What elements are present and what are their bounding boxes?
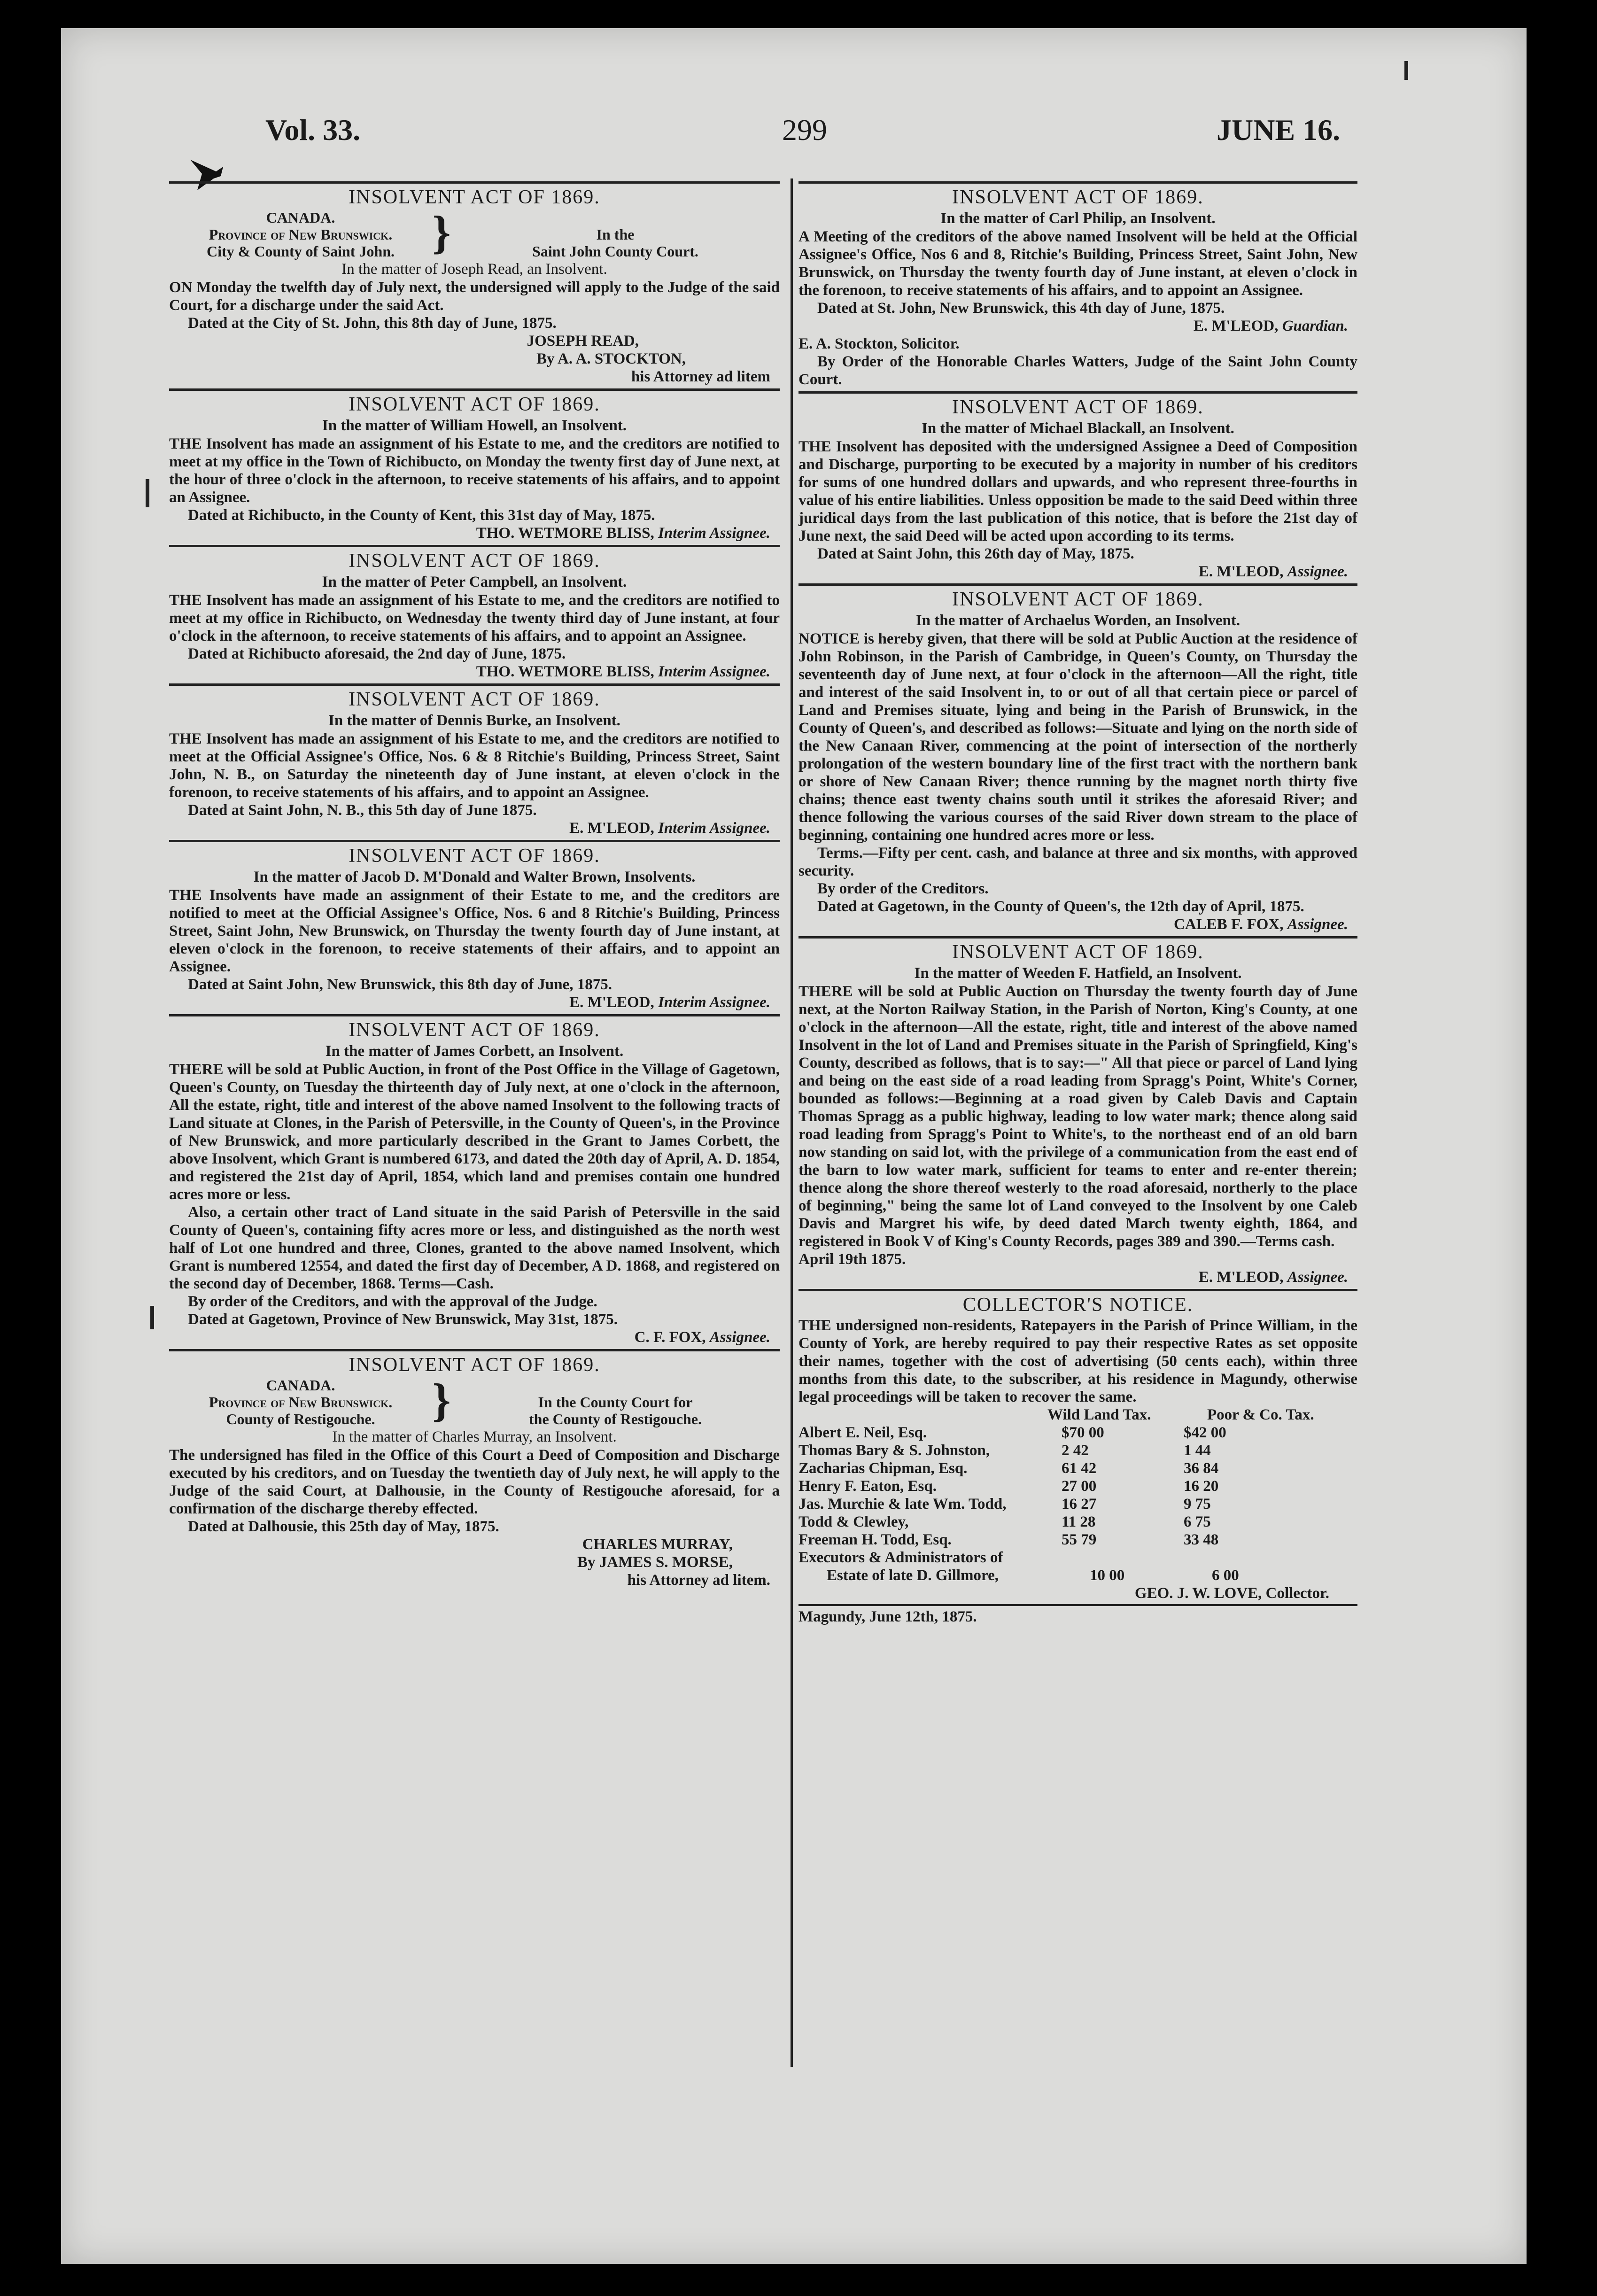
signature-name: THO. WETMORE BLISS, bbox=[476, 663, 654, 680]
brace-icon: } bbox=[432, 1374, 451, 1426]
wild-land-tax: $70 00 bbox=[1062, 1424, 1104, 1441]
signature-name: CALEB F. FOX, bbox=[1174, 916, 1284, 933]
table-row bbox=[798, 1442, 1357, 1459]
notice-dennis-burke bbox=[169, 688, 780, 837]
notice-body: THE Insolvent has made an assignment of his Estate to me, and the creditors are notified to meet at my office in Richibucto, on Wednesday the twenty third day of June instant, at four o'clock in the afternoon, to receive statements of his affairs, and to appoint an Assignee. bbox=[169, 592, 780, 644]
signature-name: E. M'LEOD, bbox=[1193, 318, 1279, 334]
tax-table bbox=[798, 1424, 1357, 1584]
notice-title: INSOLVENT ACT OF 1869. bbox=[952, 941, 1204, 963]
solicitor-line: E. A. Stockton, Solicitor. bbox=[798, 335, 960, 352]
poor-co-tax: 16 20 bbox=[1184, 1478, 1219, 1495]
ratepayer-name: Henry F. Eaton, Esq. bbox=[798, 1478, 937, 1495]
signature-name: E. M'LEOD, bbox=[1198, 563, 1284, 580]
table-row bbox=[798, 1424, 1357, 1442]
county-label: County of Restigouche. bbox=[226, 1411, 375, 1427]
notice-body: THERE will be sold at Public Auction on Thursday the twenty fourth day of June next, at the Norton Railway Station, in the Parish of Norton, King's County, at one o'clock in the afternoon—All the estate, right, title and interest of the above named Insolvent in the lot of Land and Premises situate in the Parish of Springfield, King's County, described as follows, that is to say:—" All that piece or parcel of Land lying and being on the east side of a road leading from Spragg's Point, White's Corner, bounded as follows:—Beginning at a road given by Caleb Davis and Captain Thomas Spragg as a public highway, leading to low water mark; thence along said road leading from Spragg's Point to White's, to the northeast end of an old barn now standing on said lot, with the privilege of a communication from the east end of the barn to low water mark, sufficient for teams to enter and re-enter therein; thence along the shore thereof westerly to the road aforesaid, northerly to the place of beginning," being the same lot of Land conveyed to the Insolvent by one Caleb Davis and Margret his wife, by deed dated March twenty eighth, 1864, and registered in Book V of King's County Records, pages 389 and 390.—Terms cash. bbox=[798, 983, 1357, 1250]
signature bbox=[169, 993, 780, 1011]
ratepayer-name: Freeman H. Todd, Esq. bbox=[798, 1531, 952, 1548]
collectors-notice bbox=[798, 1293, 1357, 1626]
signature bbox=[798, 915, 1357, 933]
notice-title: INSOLVENT ACT OF 1869. bbox=[349, 845, 600, 867]
notice-dated: Magundy, June 12th, 1875. bbox=[798, 1608, 977, 1625]
notice-matter: In the matter of Weeden F. Hatfield, an Insolvent. bbox=[914, 965, 1242, 982]
canada-label: CANADA. bbox=[266, 209, 335, 226]
rule bbox=[798, 181, 1357, 184]
poor-co-tax: $42 00 bbox=[1184, 1424, 1226, 1441]
wild-land-tax: 55 79 bbox=[1062, 1531, 1097, 1548]
signature bbox=[798, 1584, 1357, 1602]
notice-matter: In the matter of James Corbett, an Insolvent. bbox=[325, 1043, 624, 1060]
ratepayer-name: Zacharias Chipman, Esq. bbox=[798, 1460, 968, 1477]
left-column bbox=[169, 178, 780, 1592]
wild-land-tax bbox=[1062, 1549, 1184, 1567]
signature-role: Assignee. bbox=[1287, 563, 1348, 580]
notice-body: THERE will be sold at Public Auction, in front of the Post Office in the Village of Gagetown, Queen's County, on Tuesday the thirteenth day of July next, at one o'clock in the afternoon, All the estate, right, title and interest of the above named Insolvent to the following tracts of Land situate at Clones, in the Parish of Petersville, in the County of Queen's, in the Province of New Brunswick, and more particularly described in the Grant to James Corbett, the above Insolvent, which Grant is numbered 6173, and dated the 20th day of April, A. D. 1854, and registered the 21st day of April, 1854, which land and premises contain one hundred acres more or less. bbox=[169, 1061, 780, 1203]
signature-role: Interim Assignee. bbox=[658, 994, 770, 1011]
signature bbox=[798, 1268, 1357, 1286]
notice-title: INSOLVENT ACT OF 1869. bbox=[952, 186, 1204, 208]
court-heading bbox=[169, 1374, 780, 1427]
notice-title: INSOLVENT ACT OF 1869. bbox=[349, 1019, 600, 1041]
wild-land-tax: 27 00 bbox=[1062, 1478, 1097, 1495]
table-row bbox=[798, 1495, 1357, 1513]
notice-matter: In the matter of Joseph Read, an Insolvent. bbox=[341, 261, 607, 278]
notice-body: The undersigned has filed in the Office of this Court a Deed of Composition and Discharge executed by his creditors, and on Tuesday the twentieth day of July next, he will apply to the Judge of the said Court, at Dalhousie, in the County of Restigouche aforesaid, for a confirmation of the discharge thereby effected. bbox=[169, 1447, 780, 1517]
rule bbox=[169, 181, 780, 184]
court-line: In the County Court for bbox=[538, 1394, 693, 1411]
signature-role: Interim Assignee. bbox=[658, 663, 770, 680]
canada-label: CANADA. bbox=[266, 1377, 335, 1394]
poor-co-tax: 33 48 bbox=[1184, 1531, 1219, 1548]
court-line: In the bbox=[596, 226, 635, 243]
ratepayer-name: Thomas Bary & S. Johnston, bbox=[798, 1442, 990, 1459]
notice-body: THE undersigned non-residents, Ratepayers in the Parish of Prince William, in the County of York, are hereby required to pay their respective Rates as set opposite their names, together with the cost of advertising (50 cents each), within three months from this date, to the subscriber, at his residence in Magundy, otherwise legal proceedings will be taken to recover the same. bbox=[798, 1317, 1357, 1405]
signature-role: Interim Assignee. bbox=[658, 820, 770, 837]
notice-title: COLLECTOR'S NOTICE. bbox=[962, 1294, 1194, 1316]
signature bbox=[798, 317, 1357, 335]
table-row bbox=[798, 1477, 1357, 1495]
signature-name: C. F. FOX, bbox=[634, 1329, 706, 1346]
rule bbox=[169, 1349, 780, 1351]
margin-mark bbox=[150, 1306, 154, 1329]
notice-archaelus-worden bbox=[798, 588, 1357, 933]
issue-date: JUNE 16. bbox=[1217, 113, 1341, 147]
notice-body: A Meeting of the creditors of the above named Insolvent will be held at the Official Assignee's Office, Nos 6 and 8, Ritchie's Building, Princess Street, Saint John, New Brunswick, on Thursday the twenty fourth day of June instant, at eleven o'clock in the forenoon, to receive statements of his affairs, and to appoint an Assignee. bbox=[798, 228, 1357, 299]
notice-dated: Dated at Richibucto aforesaid, the 2nd day of June, 1875. bbox=[188, 645, 566, 662]
signature: CHARLES MURRAY, bbox=[582, 1536, 733, 1553]
court-line: Saint John County Court. bbox=[532, 243, 698, 260]
notice-dated: Dated at Gagetown, in the County of Queen's, the 12th day of April, 1875. bbox=[817, 898, 1304, 915]
signature bbox=[169, 663, 780, 681]
poor-co-tax bbox=[1184, 1549, 1306, 1567]
notice-dated: Dated at Saint John, this 26th day of May, 1875. bbox=[817, 545, 1134, 562]
signature-role: Interim Assignee. bbox=[658, 525, 770, 542]
rule bbox=[798, 1604, 1357, 1606]
notice-matter: In the matter of Carl Philip, an Insolvent. bbox=[940, 210, 1216, 227]
ratepayer-name: Todd & Clewley, bbox=[798, 1513, 909, 1530]
wild-land-tax: 61 42 bbox=[1062, 1460, 1097, 1477]
column-divider bbox=[791, 178, 793, 2067]
table-row bbox=[798, 1459, 1357, 1477]
notice-matter: In the matter of Charles Murray, an Insolvent. bbox=[332, 1428, 617, 1445]
rule bbox=[798, 391, 1357, 394]
notice-matter: In the matter of Archaelus Worden, an Insolvent. bbox=[915, 612, 1240, 629]
notice-matter: In the matter of Peter Campbell, an Insolvent. bbox=[322, 574, 627, 590]
notice-title: INSOLVENT ACT OF 1869. bbox=[349, 689, 600, 710]
province-label: Province of New Brunswick. bbox=[209, 1394, 393, 1411]
poor-co-tax: 9 75 bbox=[1184, 1496, 1211, 1513]
notice-title: INSOLVENT ACT OF 1869. bbox=[349, 394, 600, 415]
signature-role: Collector. bbox=[1265, 1585, 1329, 1602]
signature bbox=[169, 1328, 780, 1346]
notice-body: ON Monday the twelfth day of July next, the undersigned will apply to the Judge of the said Court, for a discharge under the said Act. bbox=[169, 279, 780, 314]
ratepayer-name: Estate of late D. Gillmore, bbox=[827, 1567, 999, 1584]
notice-weeden-hatfield bbox=[798, 940, 1357, 1286]
notice-william-howell bbox=[169, 393, 780, 542]
notice-carl-philip bbox=[798, 186, 1357, 388]
signature-role: Assignee. bbox=[1287, 1269, 1348, 1286]
notice-body-continued: Also, a certain other tract of Land situate in the said Parish of Petersville in the said County of Queen's, containing fifty acres more or less, and distinguished as the north west half of Lot one hundred and three, Clones, granted to the above named Insolvent, which Grant is numbered 12554, and dated the first day of December, A D. 1868, and registered on the second day of December, 1868. Terms—Cash. bbox=[169, 1204, 780, 1292]
notice-body: NOTICE is hereby given, that there will be sold at Public Auction at the residence of John Robinson, in the Parish of Cambridge, in Queen's County, on Thursday the seventeenth day of June next, at four o'clock in the afternoon—All the right, title and interest of the said Insolvent in, to or out of all that certain piece or parcel of Land and Premises situate, lying and being in the Parish of Brunswick, in the County of Queen's, and described as follows:—Situate and lying on the north side of the New Canaan River, commencing at the point of intersection of the northerly prolongation of the western boundary line of the first tract with the northern bank or shore of New Canaan River; thence running by the magnet north thirty five chains; thence east twenty chains south until it strikes the aforesaid River; and thence following the various courses of the said River down stream to the place of beginning, containing one hundred acres more or less. bbox=[798, 630, 1357, 844]
notice-matter: In the matter of William Howell, an Insolvent. bbox=[322, 417, 627, 434]
signature-role: Guardian. bbox=[1282, 318, 1348, 334]
signature: By A. A. STOCKTON, bbox=[536, 350, 686, 367]
notice-order: By order of the Creditors. bbox=[817, 880, 989, 897]
notice-mdonald-brown bbox=[169, 844, 780, 1011]
poor-co-tax: 6 75 bbox=[1184, 1513, 1211, 1530]
signature: his Attorney ad litem. bbox=[627, 1572, 770, 1589]
wild-land-tax: 10 00 bbox=[1090, 1567, 1125, 1584]
signature: his Attorney ad litem bbox=[631, 368, 770, 385]
court-heading bbox=[169, 206, 780, 260]
signature-name: E. M'LEOD, bbox=[1198, 1269, 1284, 1286]
ratepayer-name: Jas. Murchie & late Wm. Todd, bbox=[798, 1496, 1007, 1513]
city-label: City & County of Saint John. bbox=[206, 243, 395, 260]
ratepayer-name: Albert E. Neil, Esq. bbox=[798, 1424, 927, 1441]
notice-dated: Dated at Saint John, New Brunswick, this 8th day of June, 1875. bbox=[188, 976, 612, 993]
signature: JOSEPH READ, bbox=[527, 333, 639, 349]
rule bbox=[169, 683, 780, 686]
table-row bbox=[798, 1513, 1357, 1531]
notice-james-corbett bbox=[169, 1018, 780, 1346]
notice-order: By Order of the Honorable Charles Watters, Judge of the Saint John County Court. bbox=[798, 353, 1357, 388]
margin-mark bbox=[146, 479, 149, 507]
signature-role: Assignee. bbox=[1287, 916, 1348, 933]
signature bbox=[169, 524, 780, 542]
poor-co-tax: 6 00 bbox=[1212, 1567, 1239, 1584]
notice-joseph-read bbox=[169, 186, 780, 386]
signature-name: GEO. J. W. LOVE, bbox=[1134, 1585, 1262, 1602]
right-column bbox=[798, 178, 1357, 1629]
margin-mark bbox=[1404, 61, 1408, 80]
table-row bbox=[798, 1531, 1357, 1549]
notice-title: INSOLVENT ACT OF 1869. bbox=[349, 550, 600, 572]
notice-title: INSOLVENT ACT OF 1869. bbox=[952, 589, 1204, 610]
notice-dated: Dated at Saint John, N. B., this 5th day of June 1875. bbox=[188, 802, 537, 819]
column-header-poor-tax: Poor & Co. Tax. bbox=[1207, 1406, 1314, 1423]
signature bbox=[169, 819, 780, 837]
notice-dated: Dated at Gagetown, Province of New Brunswick, May 31st, 1875. bbox=[188, 1311, 618, 1328]
notice-dated: Dated at the City of St. John, this 8th day of June, 1875. bbox=[188, 315, 557, 332]
notice-matter: In the matter of Dennis Burke, an Insolvent. bbox=[328, 712, 620, 729]
rule bbox=[169, 840, 780, 842]
notice-dated: Dated at Dalhousie, this 25th day of May, 1875. bbox=[188, 1518, 499, 1535]
rule bbox=[169, 388, 780, 391]
notice-dated: Dated at Richibucto, in the County of Kent, this 31st day of May, 1875. bbox=[188, 507, 655, 524]
signature: By JAMES S. MORSE, bbox=[577, 1554, 733, 1571]
court-line: the County of Restigouche. bbox=[529, 1411, 702, 1427]
signature-name: E. M'LEOD, bbox=[569, 820, 654, 837]
notice-body: THE Insolvent has deposited with the undersigned Assignee a Deed of Composition and Discharge, purporting to be executed by a majority in number of his creditors for sums of one hundred dollars and upwards, and who represent three-fourths in value of his entire liabilities. Unless opposition be made to the said Deed within three juridical days from the last publication of this notice, that is before the 21st day of June next, the said Deed will be acted upon according to its terms. bbox=[798, 438, 1357, 544]
notice-body: THE Insolvents have made an assignment of their Estate to me, and the creditors are notified to meet at the Official Assignee's Office, Nos. 6 and 8 Ritchie's Building, Princess Street, Saint John, New Brunswick, on Thursday the twenty fourth day of June instant, at eleven o'clock in the forenoon, to receive statements of their affairs, and to appoint an Assignee. bbox=[169, 887, 780, 975]
notice-dated: April 19th 1875. bbox=[798, 1251, 906, 1268]
notice-terms: Terms.—Fifty per cent. cash, and balance at three and six months, with approved security. bbox=[798, 845, 1357, 879]
notice-matter: In the matter of Michael Blackall, an Insolvent. bbox=[922, 420, 1234, 437]
notice-dated: Dated at St. John, New Brunswick, this 4th day of June, 1875. bbox=[817, 300, 1225, 317]
rule bbox=[798, 936, 1357, 939]
table-row bbox=[798, 1567, 1357, 1584]
notice-body: THE Insolvent has made an assignment of his Estate to me, and the creditors are notified to meet at my office in the Town of Richibucto, on Monday the twenty first day of June next, at the hour of three o'clock in the afternoon, to receive statements of his affairs, and to appoint an Assignee. bbox=[169, 435, 780, 506]
notice-charles-murray bbox=[169, 1353, 780, 1589]
notice-michael-blackall bbox=[798, 396, 1357, 581]
rule bbox=[798, 1289, 1357, 1291]
wild-land-tax: 16 27 bbox=[1062, 1496, 1097, 1513]
notice-title: INSOLVENT ACT OF 1869. bbox=[349, 186, 600, 208]
rule bbox=[169, 1014, 780, 1016]
poor-co-tax: 1 44 bbox=[1184, 1442, 1211, 1459]
brace-icon: } bbox=[432, 206, 451, 258]
page-number: 299 bbox=[782, 113, 827, 147]
poor-co-tax: 36 84 bbox=[1184, 1460, 1219, 1477]
signature-name: E. M'LEOD, bbox=[569, 994, 654, 1011]
rule bbox=[169, 545, 780, 547]
notice-body: THE Insolvent has made an assignment of his Estate to me, and the creditors are notified to meet at the Official Assignee's Office, Nos. 6 & 8 Ritchie's Building, Princess Street, Saint John, N. B., on Saturday the nineteenth day of June instant, at eleven o'clock in the forenoon, to receive statements of his affairs, and to appoint an Assignee. bbox=[169, 730, 780, 801]
wild-land-tax: 11 28 bbox=[1062, 1513, 1096, 1530]
wild-land-tax: 2 42 bbox=[1062, 1442, 1089, 1459]
rule bbox=[798, 583, 1357, 586]
ratepayer-name: Executors & Administrators of bbox=[798, 1549, 1003, 1566]
notice-peter-campbell bbox=[169, 549, 780, 681]
notice-title: INSOLVENT ACT OF 1869. bbox=[952, 396, 1204, 418]
signature-role: Assignee. bbox=[709, 1329, 770, 1346]
province-label: Province of New Brunswick. bbox=[209, 226, 393, 243]
signature bbox=[798, 563, 1357, 581]
signature-name: THO. WETMORE BLISS, bbox=[476, 525, 654, 542]
table-row bbox=[798, 1549, 1357, 1567]
notice-title: INSOLVENT ACT OF 1869. bbox=[349, 1354, 600, 1376]
tax-table-header bbox=[798, 1406, 1357, 1424]
volume-number: Vol. 33. bbox=[265, 113, 361, 147]
notice-matter: In the matter of Jacob D. M'Donald and Walter Brown, Insolvents. bbox=[253, 869, 696, 885]
notice-order: By order of the Creditors, and with the approval of the Judge. bbox=[188, 1293, 597, 1310]
column-header-wild-land: Wild Land Tax. bbox=[1047, 1406, 1151, 1423]
